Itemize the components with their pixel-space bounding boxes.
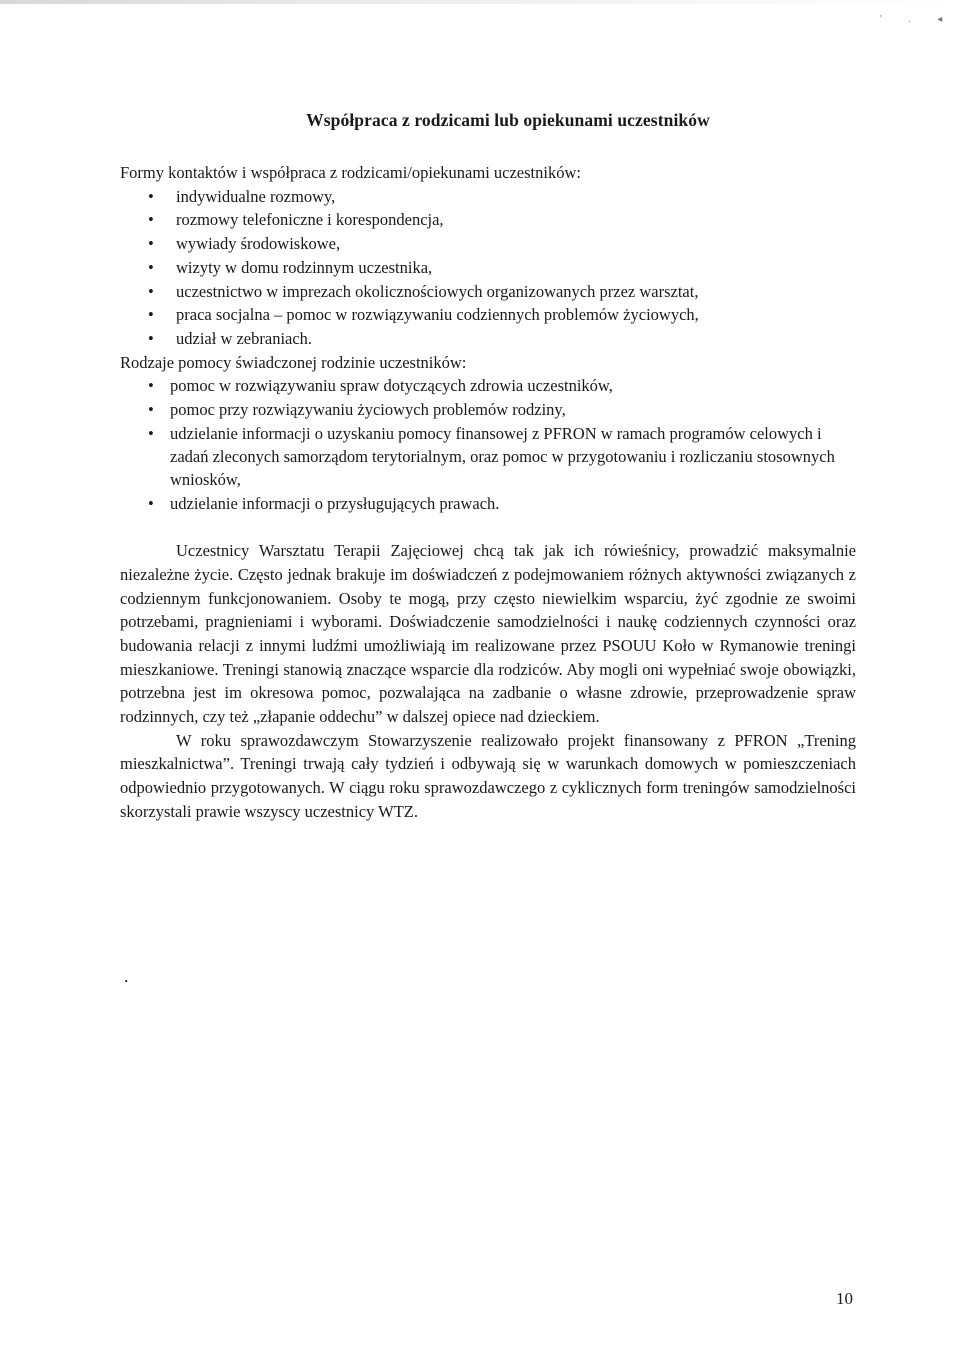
list-item: • udzielanie informacji o uzyskaniu pomocy finansowej z PFRON w ramach programów celowych i zadań zleconych samorządom terytorialnym, oraz pomoc w przygotowaniu i rozliczaniu stosownych wniosków, [120, 422, 856, 492]
aid-types-lead: Rodzaje pomocy świadczonej rodzinie uczestników: [120, 352, 467, 372]
contact-forms-list [120, 185, 856, 351]
scan-edge-shadow [0, 0, 960, 4]
list-item: • indywidualne rozmowy, [120, 185, 856, 209]
page-number: 10 [836, 1289, 853, 1308]
list-item: • uczestnictwo w imprezach okolicznościowych organizowanych przez warsztat, [120, 280, 856, 304]
list-item: • wizyty w domu rodzinnym uczestnika, [120, 256, 856, 280]
list-item: • praca socjalna – pomoc w rozwiązywaniu codziennych problemów życiowych, [120, 303, 856, 327]
list-item: • rozmowy telefoniczne i korespondencja, [120, 208, 856, 232]
contact-forms-lead: Formy kontaktów i współpraca z rodzicami/opiekunami uczestników: [120, 163, 581, 182]
document-page [120, 110, 856, 823]
page-title: Współpraca z rodzicami lub opiekunami uczestników [306, 110, 710, 130]
body-paragraph: W roku sprawozdawczym Stowarzyszenie realizowało projekt finansowany z PFRON „Trening mieszkalnictwa”. Treningi trwają cały tydzień i odbywają się w warunkach domowych w pomieszczeniach odpowiednio przygotowanych. W ciągu roku sprawozdawczego z cyklicznych form treningów samodzielności skorzystali prawie wszyscy uczestnicy WTZ. [120, 730, 856, 821]
list-item: • udział w zebraniach. [120, 327, 856, 351]
list-item: • pomoc w rozwiązywaniu spraw dotyczących zdrowia uczestników, [120, 374, 856, 397]
list-item: • wywiady środowiskowe, [120, 232, 856, 256]
aid-types-list [120, 374, 856, 515]
body-paragraph: Uczestnicy Warsztatu Terapii Zajęciowej chcą tak jak ich rówieśnicy, prowadzić maksymalnie niezależne życie. Często jednak brakuje im doświadczeń z podejmowaniem różnych aktywności związanych z codziennym funkcjonowaniem. Osoby te mogą, przy często niewielkim wsparciu, żyć zgodnie ze swoimi potrzebami, pragnieniami i wyborami. Doświadczenie samodzielności i naukę codziennych czynności oraz budowania relacji z innymi ludźmi umożliwiają im realizowane przez PSOUU Koło w Rymanowie treningi mieszkaniowe. Treningi stanowią znaczące wsparcie dla rodziców. Aby mogli oni wypełniać swoje obowiązki, potrzebna jest im okresowa pomoc, pozwalająca na zadbanie o własne zdrowie, przeprowadzenie spraw rodzinnych, czy też „złapanie oddechu” w dalszej opiece nad dzieckiem. [120, 541, 856, 726]
stray-mark: . [124, 966, 129, 986]
list-item: • pomoc przy rozwiązywaniu życiowych problemów rodziny, [120, 398, 856, 421]
scan-corner-marks: ' . ◂ [880, 14, 955, 25]
list-item: • udzielanie informacji o przysługujących prawach. [120, 492, 856, 515]
